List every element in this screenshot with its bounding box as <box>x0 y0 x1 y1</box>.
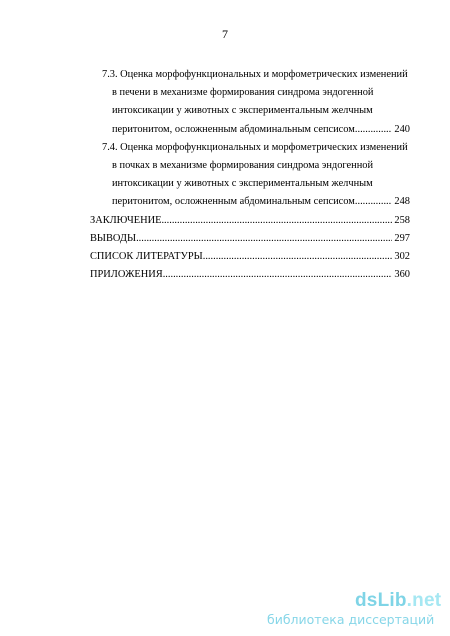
dot-leader <box>163 266 393 284</box>
toc-entry-appendices <box>90 266 410 284</box>
dot-leader <box>203 248 393 266</box>
toc-entry-line: 7.4. Оценка морфофункциональных и морфометрических изменений <box>102 141 408 153</box>
toc-page-number: 302 <box>394 251 410 263</box>
toc-entry-title: ПРИЛОЖЕНИЯ <box>90 269 163 281</box>
toc-entry-leader-line <box>90 248 410 266</box>
dot-leader <box>161 212 392 230</box>
toc-entry-7-3 <box>90 66 410 139</box>
toc-page-number: 240 <box>394 123 410 135</box>
toc-page-number: 258 <box>394 214 410 226</box>
toc-entry-conclusion <box>90 212 410 230</box>
page-number: 7 <box>222 27 228 41</box>
toc-entry-leader-line <box>90 121 410 139</box>
toc-entry-line: интоксикации у животных с экспериментальным желчным <box>112 105 373 117</box>
toc-entry-title: ВЫВОДЫ <box>90 232 137 244</box>
toc-entry-leader-line <box>90 266 410 284</box>
toc-entry-line: интоксикации у животных с экспериментальным желчным <box>112 178 373 190</box>
watermark-logo-main: dsLib <box>355 590 407 611</box>
toc-entry-line: 7.3. Оценка морфофункциональных и морфометрических изменений <box>102 69 408 80</box>
toc-entry-line: в почках в механизме формирования синдрома эндогенной <box>112 160 374 172</box>
toc-entry-title: ЗАКЛЮЧЕНИЕ <box>90 214 162 226</box>
toc-entry-line: перитонитом, осложненным абдоминальным сепсисом <box>112 196 355 208</box>
toc-page-number: 360 <box>394 269 410 281</box>
toc-page-number: 297 <box>394 232 410 244</box>
toc-entry-leader-line <box>90 212 410 230</box>
toc-entry-line: перитонитом, осложненным абдоминальным сепсисом <box>112 123 355 135</box>
toc-entry-line: в печени в механизме формирования синдрома эндогенной <box>112 87 374 99</box>
toc-entry-title: СПИСОК ЛИТЕРАТУРЫ <box>90 251 203 263</box>
table-of-contents <box>90 66 410 284</box>
dot-leader <box>136 230 392 248</box>
watermark-logo-suffix: .net <box>406 590 442 611</box>
dot-leader <box>355 121 393 139</box>
toc-entry-leader-line <box>90 193 410 211</box>
watermark-logo <box>355 590 441 612</box>
toc-page-number: 248 <box>394 196 410 208</box>
toc-entry-leader-line <box>90 230 410 248</box>
dot-leader <box>355 193 393 211</box>
toc-entry-references <box>90 248 410 266</box>
toc-entry-7-4 <box>90 139 410 212</box>
watermark-subtitle: библиотека диссертаций <box>267 612 435 627</box>
toc-entry-findings <box>90 230 410 248</box>
